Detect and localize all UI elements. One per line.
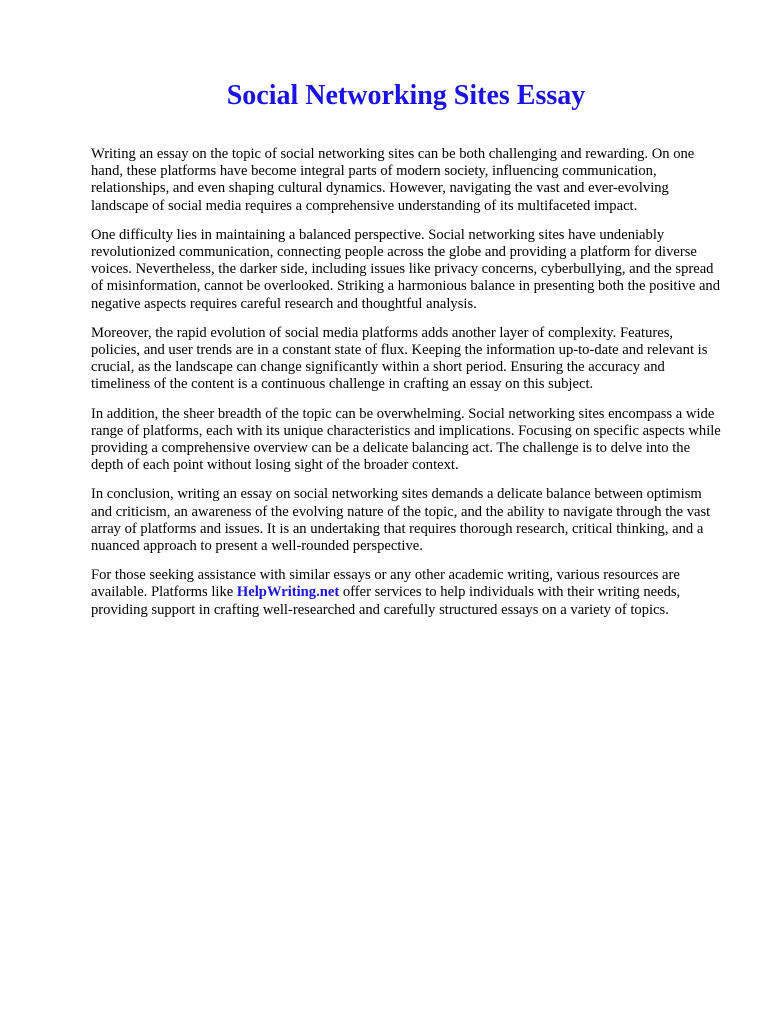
page-title: Social Networking Sites Essay	[226, 80, 586, 111]
paragraph-evolution: Moreover, the rapid evolution of social media platforms adds another layer of complexity. Features, policies, and user trends are in a constant state of flux. Keeping the information up-to-date and relevant is crucial, as the landscape can change significantly within a short period. Ensuring the accuracy and timeliness of the content is a continuous challenge in crafting an essay on this subject.	[91, 324, 708, 393]
essay-body	[91, 146, 721, 631]
resources-text-after: offer services to help individuals with their writing needs, providing support in crafting well-researched and carefully structured essays on a variety of topics.	[91, 584, 681, 618]
resources-text-before: For those seeking assistance with similar essays or any other academic writing, various resources are available. Platforms like	[91, 567, 680, 601]
paragraph-conclusion: In conclusion, writing an essay on social networking sites demands a delicate balance between optimism and criticism, an awareness of the evolving nature of the topic, and the ability to navigate through the vast array of platforms and issues. It is an undertaking that requires thorough research, critical thinking, and a nuanced approach to present a well-rounded perspective.	[91, 486, 711, 555]
paragraph-resources	[91, 567, 721, 619]
paragraph-intro: Writing an essay on the topic of social networking sites can be both challenging and rewarding. On one hand, these platforms have become integral parts of modern society, influencing communication, relationships, and even shaping cultural dynamics. However, navigating the vast and ever-evolving landscape of social media requires a comprehensive understanding of its multifaceted impact.	[91, 146, 695, 214]
paragraph-balance: One difficulty lies in maintaining a balanced perspective. Social networking sites have undeniably revolutionized communication, connecting people across the globe and providing a platform for diverse voices. Nevertheless, the darker side, including issues like privacy concerns, cyberbullying, and the spread of misinformation, cannot be overlooked. Striking a harmonious balance in presenting both the positive and negative aspects requires careful research and thoughtful analysis.	[91, 226, 721, 312]
helpwriting-link[interactable]: HelpWriting.net	[236, 584, 340, 601]
paragraph-breadth: In addition, the sheer breadth of the topic can be overwhelming. Social networking sites encompass a wide range of platforms, each with its unique characteristics and implications. Focusing on specific aspects while providing a comprehensive overview can be a delicate balancing act. The challenge is to delve into the depth of each point without losing sight of the broader context.	[91, 405, 721, 474]
